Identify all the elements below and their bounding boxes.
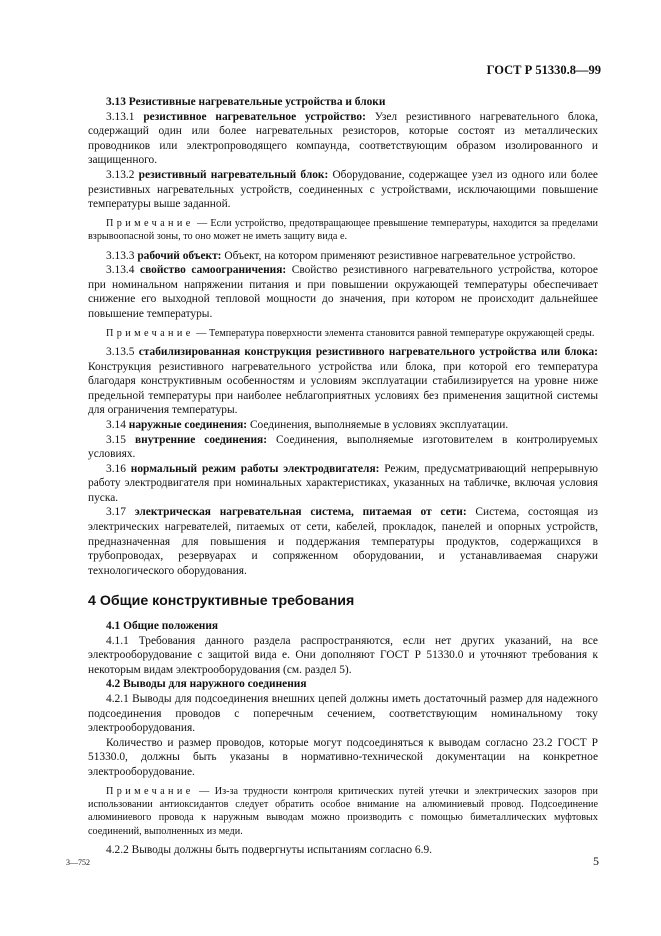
document-body [88,95,598,858]
clause-paragraph [88,736,598,780]
clause-number: 3.14 [106,418,126,431]
clause-text: Объект, на котором применяют резистивное нагревательное устройство. [224,249,576,262]
clause-paragraph [88,263,598,321]
clause-text: Конструкция резистивного нагревательного устройства или блока, при которой его температура благодаря конструктивным особенностям и условиям эксплуатации стабилизируется на уровне ниже предельной температуры при наиболее неблагоприятных условиях без применения защитной системы для ограничения температуры. [88,360,598,417]
clause-paragraph [88,462,598,506]
note-text: — Из-за трудности контроля критических путей утечки и электрических зазоров при использовании антиоксидантов следует обратить особое внимание на алюминиевый провод. Подсоединение алюминиевого провода к наружным выводам можно производить с помощью биметаллических муфтовых соединений, выполненных из меди. [88,785,599,837]
clause-text: 4.2.1 Выводы для подсоединения внешних цепей должны иметь достаточный размер для надежного подсоединения проводов с поперечным сечением, соответствующим номинальному току электрооборудования. [88,693,598,735]
clause-text: Система, состоящая из электрических нагревателей, питаемых от сети, кабелей, прокладок, панелей и опорных устройств, предназначенная для повышения и поддержания температуры продуктов, содержащихся в трубопроводах, резервуарах и сопряженном оборудовании, и устанавливаемая снаружи технологического оборудования. [88,506,598,577]
clause-number: 3.13.4 [106,264,135,277]
clause-paragraph [88,634,598,678]
clause-text: Свойство резистивного нагревательного устройства, которое при номинальном напряжении питания и при повышении окружающей температуры обеспечивает снижение его выходной тепловой мощности до значения, при котором не происходит дальнейшее повышение температуры. [88,264,598,320]
clause-number: 3.13.2 [106,168,135,181]
clause-paragraph [88,110,598,168]
clause-paragraph [88,433,598,462]
section-heading: 4 Общие конструктивные требования [88,593,355,610]
clause-text: Режим, предусматривающий непрерывную работу электродвигателя при номинальных характеристиках, указанных на табличке, включая условия пуска. [88,462,598,504]
clause-paragraph [88,692,598,736]
page-number: 5 [593,854,599,868]
note-text: — Если устройство, предотвращающее превышение температуры, находится за пределами взрывоопасной зоны, то оно может не иметь защиту вида е. [88,217,598,243]
clause-paragraph [88,249,598,264]
term-definition: свойство самоограничения: [140,264,287,277]
term-definition: наружные соединения: [128,418,248,431]
document-id: ГОСТ Р 51330.8—99 [486,63,601,77]
clause-paragraph [88,843,598,858]
clause-text: 4.2.2 Выводы должны быть подвергнуты испытаниям согласно 6.9. [106,844,432,857]
clause-number: 3.16 [106,462,126,475]
clause-number: 3.17 [106,506,126,519]
clause-paragraph [88,168,598,212]
print-code: 3—752 [66,858,90,867]
note-paragraph [88,327,598,340]
clause-text: Узел резистивного нагревательного блока, содержащий один или более нагревательных резисторов, которые состоят из металлических проводников или электропроводящего компаунда, соответствующим образом изолированного и защищенного. [88,110,598,167]
note-label: Примечание [106,785,194,797]
term-definition: резистивный нагревательный блок: [138,168,329,181]
clause-paragraph [88,505,598,578]
term-definition: электрическая нагревательная система, питаемая от сети: [134,506,467,519]
subsection-heading: 3.13 Резистивные нагревательные устройства и блоки [106,96,386,108]
clause-number: 3.13.5 [106,345,135,358]
note-paragraph [88,217,598,244]
note-text: — Температура поверхности элемента становится равной температуре окружающей среды. [196,327,595,339]
note-label: Примечание [106,327,194,339]
note-paragraph [88,785,598,839]
clause-text: Оборудование, содержащее узел из одного или более резистивных нагревательных устройств, соединенных с устройствами, исключающими повышение температуры выше заданной. [88,168,598,211]
subsection-heading: 4.2 Выводы для наружного соединения [106,678,307,691]
clause-text: Соединения, выполняемые в условиях эксплуатации. [249,418,509,431]
note-label: Примечание [106,217,194,229]
clause-number: 3.13.3 [106,249,135,262]
term-definition: нормальный режим работы электродвигателя: [130,462,380,475]
term-definition: резистивное нагревательное устройство: [143,110,366,123]
term-definition: рабочий объект: [137,249,222,262]
term-definition: стабилизированная конструкция резистивного нагревательного устройства или блока: [138,345,598,358]
clause-text: 4.1.1 Требования данного раздела распространяются, если нет других указаний, на все электрооборудование с защитой вида е. Они дополняют ГОСТ Р 51330.0 и уточняют требования к некоторым видам электрооборудования (см. раздел 5). [88,634,598,676]
clause-paragraph [88,345,598,418]
clause-number: 3.15 [106,433,126,446]
clause-text: Количество и размер проводов, которые могут подсоединяться к выводам согласно 23.2 ГОСТ Р 51330.0, должны быть указаны в нормативно-технической документации на конкретное электрооборудование. [88,736,598,778]
term-definition: внутренние соединения: [134,433,267,446]
subsection-heading: 4.1 Общие положения [106,620,219,633]
clause-number: 3.13.1 [106,110,135,123]
clause-text: Соединения, выполняемые изготовителем в контролируемых условиях. [88,433,598,461]
clause-paragraph [88,418,598,433]
